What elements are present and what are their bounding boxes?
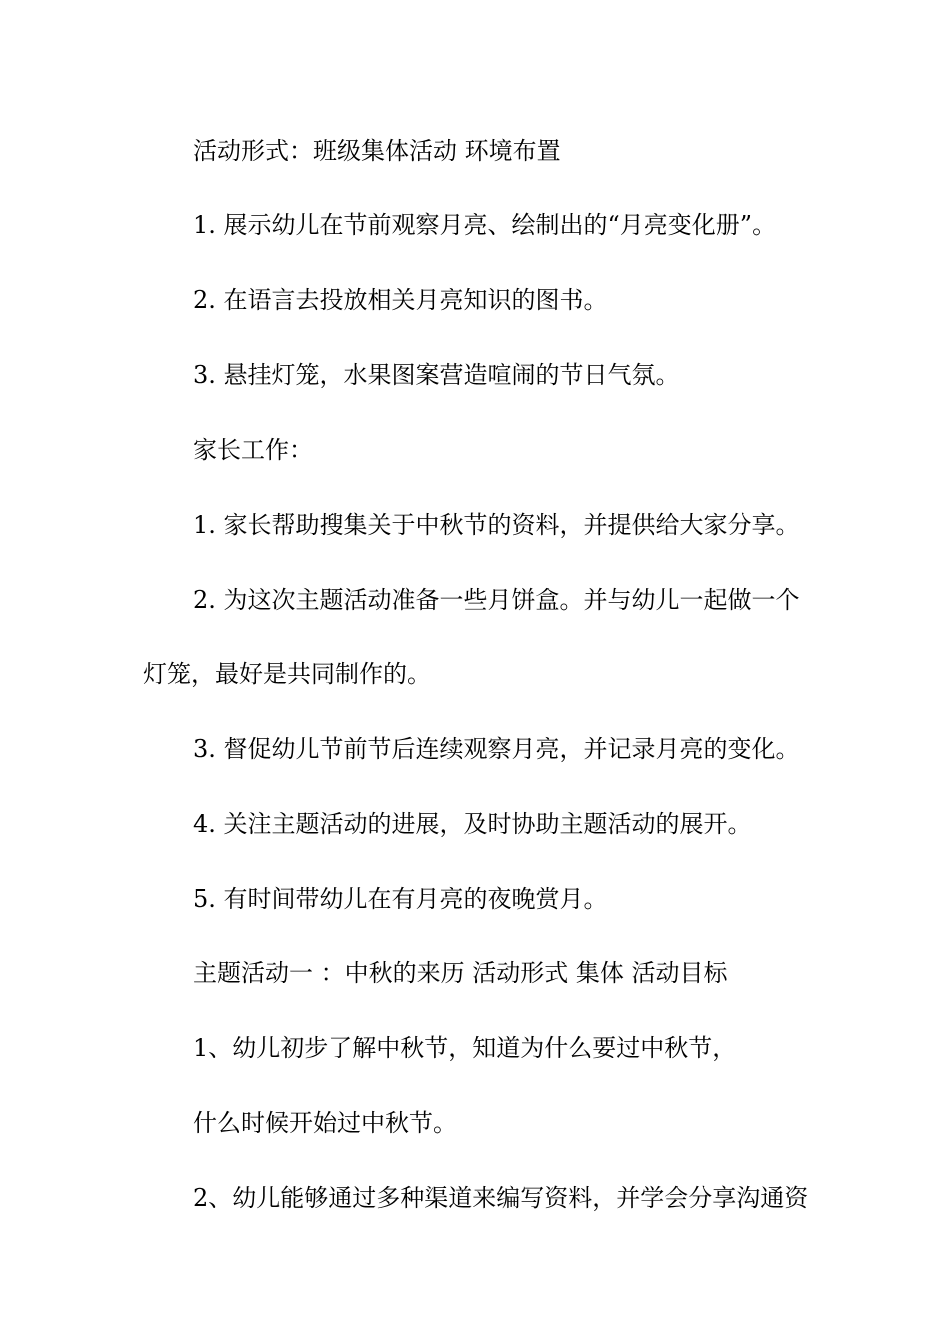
list-item-environment-3: 3. 悬挂灯笼，水果图案营造喧闹的节日气氛。 [193, 361, 680, 389]
list-item-environment-1: 1. 展示幼儿在节前观察月亮、绘制出的“月亮变化册”。 [193, 211, 777, 239]
list-item-goal-1-continuation: 什么时候开始过中秋节。 [193, 1109, 457, 1137]
list-item-goal-2: 2、幼儿能够通过多种渠道来编写资料，并学会分享沟通资 [193, 1184, 809, 1212]
section-heading-theme-activity-1: 主题活动一 ：中秋的来历 活动形式 集体 活动目标 [193, 959, 728, 987]
list-item-parent-1: 1. 家长帮助搜集关于中秋节的资料，并提供给大家分享。 [193, 511, 800, 539]
list-item-goal-1: 1、幼儿初步了解中秋节，知道为什么要过中秋节， [193, 1034, 737, 1062]
list-item-environment-2: 2. 在语言去投放相关月亮知识的图书。 [193, 286, 608, 314]
list-item-parent-3: 3. 督促幼儿节前节后连续观察月亮，并记录月亮的变化。 [193, 735, 800, 763]
list-item-parent-2: 2. 为这次主题活动准备一些月饼盒。并与幼儿一起做一个 [193, 586, 800, 614]
list-item-parent-5: 5. 有时间带幼儿在有月亮的夜晚赏月。 [193, 885, 608, 913]
list-item-parent-4: 4. 关注主题活动的进展，及时协助主题活动的展开。 [193, 810, 752, 838]
list-item-parent-2-continuation: 灯笼，最好是共同制作的。 [143, 660, 431, 688]
section-heading-parent-work: 家长工作： [193, 436, 313, 464]
paragraph-activity-form: 活动形式：班级集体活动 环境布置 [193, 137, 561, 165]
